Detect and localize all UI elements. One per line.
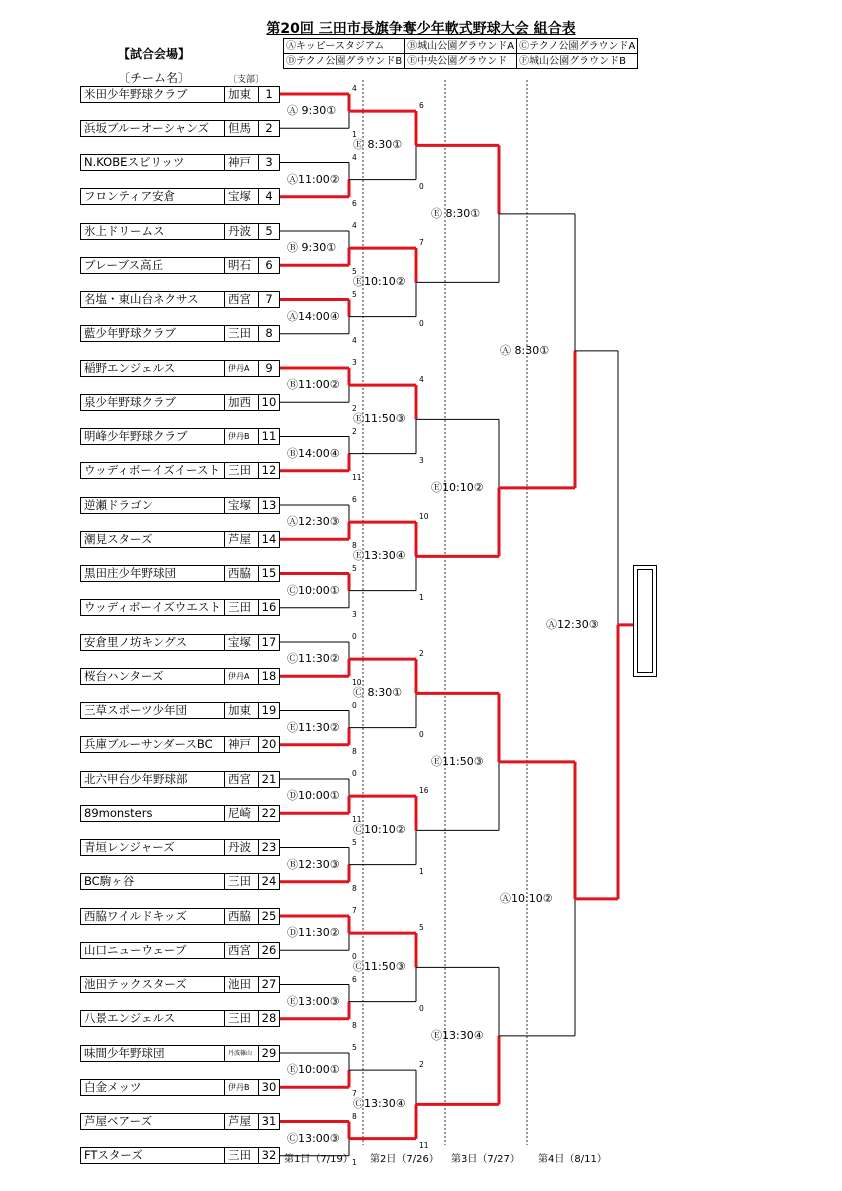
day-label: 第3日（7/27） (451, 1154, 520, 1165)
score: 4 (419, 375, 424, 385)
team-branch: 伊丹A (224, 361, 258, 376)
score: 7 (352, 906, 357, 915)
team-branch: 三田 (224, 1148, 258, 1163)
team-branch: 西宮 (224, 292, 258, 307)
team-row (80, 394, 280, 411)
venue-label: 【試合会場】 (118, 47, 191, 61)
game-label: Ⓐ 9:30① (287, 104, 337, 118)
team-branch: 丹波篠山 (224, 1046, 258, 1061)
team-branch: 三田 (224, 874, 258, 889)
score: 3 (352, 358, 357, 367)
score: 8 (352, 541, 357, 551)
team-name: 明峰少年野球クラブ (84, 429, 188, 443)
team-row (80, 702, 280, 719)
team-branch: 伊丹B (224, 1080, 258, 1095)
branch-column-header: 〔支部〕 (228, 75, 265, 85)
team-branch: 伊丹B (224, 429, 258, 444)
team-name: 氷上ドリームス (84, 223, 165, 238)
team-branch: 西脇 (224, 909, 258, 924)
team-number: 1 (258, 87, 279, 102)
team-number: 5 (258, 224, 279, 239)
score: 11 (419, 1140, 429, 1150)
team-name: 兵庫ブルーサンダースBC (84, 737, 213, 752)
team-branch: 但馬 (224, 121, 258, 136)
team-row (80, 428, 280, 445)
team-row (80, 908, 280, 925)
score: 1 (419, 866, 424, 876)
team-row (80, 976, 280, 993)
team-number: 19 (258, 703, 279, 718)
game-label: Ⓔ13:30④ (431, 1028, 484, 1042)
team-number: 14 (258, 532, 279, 547)
score: 8 (352, 883, 357, 893)
score: 5 (352, 1043, 357, 1052)
game-label: Ⓒ10:10② (353, 823, 406, 837)
team-branch: 尼崎 (224, 806, 258, 821)
team-number: 18 (258, 669, 279, 684)
team-branch: 神戸 (224, 155, 258, 170)
game-label: Ⓔ 8:30① (431, 206, 481, 220)
score: 3 (419, 455, 424, 465)
team-number: 4 (258, 189, 279, 204)
champion-box (633, 565, 657, 677)
game-label: Ⓒ 8:30① (353, 686, 403, 700)
team-row (80, 120, 280, 137)
team-name: 米田少年野球クラブ (84, 86, 188, 101)
team-branch: 西宮 (224, 943, 258, 958)
team-row (80, 565, 280, 582)
team-name: BC駒ヶ谷 (84, 874, 135, 889)
team-name: 白金メッツ (84, 1079, 142, 1094)
team-row (80, 360, 280, 377)
game-label: Ⓔ10:10② (431, 480, 484, 494)
team-row (80, 257, 280, 274)
team-row (80, 497, 280, 514)
venue-cell: Ⓒテクノ公園グラウンドA (517, 39, 638, 54)
team-name: 浜坂ブルーオーシャンズ (84, 120, 210, 135)
score: 0 (352, 632, 357, 641)
team-branch: 加西 (224, 395, 258, 410)
team-row (80, 942, 280, 959)
team-number: 2 (258, 121, 279, 136)
team-number: 21 (258, 772, 279, 787)
score: 2 (352, 426, 357, 436)
day-label: 第4日（8/11） (538, 1154, 607, 1165)
team-number: 31 (258, 1114, 279, 1129)
score: 5 (352, 289, 357, 299)
score: 5 (352, 267, 357, 277)
day-label: 第1日（7/19） (284, 1154, 353, 1165)
score: 0 (352, 769, 357, 778)
team-number: 3 (258, 155, 279, 170)
game-label: Ⓐ 8:30① (500, 343, 550, 357)
game-label: Ⓐ10:10② (500, 891, 553, 905)
score: 2 (419, 649, 424, 659)
score: 6 (419, 101, 424, 111)
team-number: 24 (258, 874, 279, 889)
team-row (80, 325, 280, 342)
score: 5 (419, 923, 424, 933)
team-number: 10 (258, 395, 279, 410)
game-label: Ⓐ12:30③ (546, 617, 599, 631)
team-name: 西脇ワイルドキッズ (84, 908, 187, 923)
team-row (80, 668, 280, 685)
score: 0 (419, 318, 424, 328)
team-name: 味間少年野球団 (84, 1045, 165, 1060)
team-number: 13 (258, 498, 279, 513)
game-label: Ⓒ13:00③ (287, 1131, 340, 1145)
team-name: 泉少年野球クラブ (84, 394, 176, 409)
team-row (80, 154, 280, 171)
team-number: 23 (258, 840, 279, 855)
team-number: 26 (258, 943, 279, 958)
team-branch: 三田 (224, 1011, 258, 1026)
team-row (80, 1079, 280, 1096)
team-branch: 三田 (224, 600, 258, 615)
score: 0 (419, 729, 424, 739)
team-row (80, 805, 280, 822)
team-number: 32 (258, 1148, 279, 1163)
team-number: 9 (258, 361, 279, 376)
team-branch: 加東 (224, 87, 258, 102)
team-number: 12 (258, 463, 279, 478)
team-row (80, 291, 280, 308)
game-label: Ⓑ 9:30① (287, 241, 337, 255)
score: 10 (419, 512, 429, 522)
game-label: Ⓒ11:50③ (353, 960, 406, 974)
score: 6 (352, 198, 357, 208)
score: 3 (352, 609, 357, 619)
team-branch: 宝塚 (224, 498, 258, 513)
score: 7 (352, 1089, 357, 1099)
team-number: 7 (258, 292, 279, 307)
score: 1 (352, 130, 357, 140)
team-name: ウッディボーイズイースト (84, 463, 220, 478)
team-row (80, 736, 280, 753)
game-label: Ⓔ 8:30① (353, 138, 403, 152)
team-branch: 加東 (224, 703, 258, 718)
venue-cell: Ⓕ城山公園グラウンドB (517, 54, 638, 69)
team-number: 27 (258, 977, 279, 992)
team-column-header: 〔チーム名〕 (118, 71, 191, 85)
venue-cell: Ⓐキッピースタジアム (284, 39, 405, 54)
game-label: Ⓓ10:00① (287, 789, 340, 803)
score: 5 (352, 837, 357, 847)
team-name: N.KOBEスピリッツ (84, 155, 185, 169)
team-row (80, 599, 280, 616)
team-name: 北六甲台少年野球部 (84, 771, 188, 786)
team-name: 桜台ハンターズ (84, 668, 164, 683)
team-name: 安倉里ノ坊キングス (84, 634, 188, 649)
team-row (80, 1147, 280, 1164)
game-label: Ⓔ10:00① (287, 1063, 340, 1077)
team-number: 17 (258, 635, 279, 650)
team-number: 20 (258, 737, 279, 752)
champion-box-inner (637, 569, 653, 673)
score: 6 (352, 495, 357, 504)
game-label: Ⓑ11:00② (287, 378, 340, 392)
team-name: FTスターズ (84, 1148, 143, 1163)
team-number: 11 (258, 429, 279, 444)
score: 4 (352, 152, 357, 162)
team-branch: 三田 (224, 463, 258, 478)
game-label: Ⓔ11:50③ (353, 412, 406, 426)
score: 8 (352, 746, 357, 756)
score: 1 (419, 592, 424, 602)
team-name: 藍少年野球クラブ (84, 326, 176, 341)
team-branch: 丹波 (224, 840, 258, 855)
score: 2 (419, 1060, 424, 1070)
team-name: 黒田庄少年野球団 (84, 566, 176, 580)
game-label: Ⓑ12:30③ (287, 857, 340, 871)
score: 10 (352, 678, 362, 688)
team-row (80, 86, 280, 103)
team-number: 22 (258, 806, 279, 821)
game-label: Ⓒ13:30④ (353, 1097, 406, 1111)
game-label: Ⓔ13:30④ (353, 549, 406, 563)
team-number: 15 (258, 566, 279, 581)
score: 11 (352, 472, 362, 482)
team-branch: 西宮 (224, 772, 258, 787)
team-row (80, 188, 280, 205)
team-name: フロンティア安倉 (84, 189, 176, 204)
team-branch: 丹波 (224, 224, 258, 239)
score: 8 (352, 1020, 357, 1030)
team-branch: 芦屋 (224, 532, 258, 547)
team-row (80, 223, 280, 240)
team-branch: 芦屋 (224, 1114, 258, 1129)
team-branch: 三田 (224, 326, 258, 341)
team-row (80, 1045, 280, 1062)
venue-cell: Ⓔ中央公園グラウンド (405, 54, 517, 69)
score: 4 (352, 221, 357, 230)
team-name: 潮見スターズ (84, 531, 153, 546)
team-name: 三草スポーツ少年団 (84, 703, 188, 717)
team-row (80, 873, 280, 890)
game-label: Ⓑ14:00④ (287, 446, 340, 460)
team-name: 逆瀬ドラゴン (84, 497, 153, 512)
score: 5 (352, 563, 357, 573)
team-branch: 池田 (224, 977, 258, 992)
team-row (80, 1113, 280, 1130)
score: 6 (352, 974, 357, 984)
team-number: 28 (258, 1011, 279, 1026)
game-label: Ⓐ12:30③ (287, 515, 340, 529)
score: 16 (419, 786, 429, 796)
game-label: Ⓔ13:00③ (287, 994, 340, 1008)
team-number: 25 (258, 909, 279, 924)
venue-cell: Ⓑ城山公園グラウンドA (405, 39, 517, 54)
team-name: 八景エンジェルス (84, 1011, 176, 1026)
team-branch: 神戸 (224, 737, 258, 752)
team-row (80, 462, 280, 479)
team-number: 16 (258, 600, 279, 615)
team-name: ウッディボーイズウエスト (84, 600, 221, 615)
team-name: 芦屋ベアーズ (84, 1114, 153, 1128)
team-branch: 西脇 (224, 566, 258, 581)
team-name: 山口ニューウェーブ (84, 942, 187, 957)
team-number: 8 (258, 326, 279, 341)
team-branch: 伊丹A (224, 669, 258, 684)
team-row (80, 839, 280, 856)
game-label: Ⓓ11:30② (287, 926, 340, 940)
team-branch: 明石 (224, 258, 258, 273)
score: 7 (419, 238, 424, 248)
team-row (80, 531, 280, 548)
team-name: 青垣レンジャーズ (84, 840, 175, 854)
score: 11 (352, 815, 362, 825)
team-name: 稲野エンジェルス (84, 360, 176, 375)
team-name: 池田テックスターズ (84, 977, 187, 991)
day-label: 第2日（7/26） (370, 1154, 439, 1165)
score: 0 (419, 181, 424, 191)
score: 0 (352, 700, 357, 710)
game-label: Ⓒ11:30② (287, 652, 340, 666)
score: 8 (352, 1111, 357, 1121)
team-branch: 宝塚 (224, 189, 258, 204)
game-label: Ⓔ11:50③ (431, 754, 484, 768)
page-title: 第20回 三田市長旗争奪少年軟式野球大会 組合表 (266, 21, 576, 37)
team-name: 名塩・東山台ネクサス (84, 292, 199, 306)
score: 0 (352, 952, 357, 962)
venue-cell: Ⓓテクノ公園グラウンドB (284, 54, 405, 69)
game-label: Ⓔ10:10② (353, 275, 406, 289)
team-name: 89monsters (84, 805, 153, 820)
game-label: Ⓐ11:00② (287, 172, 340, 186)
score: 0 (419, 1003, 424, 1013)
game-label: Ⓔ11:30② (287, 720, 340, 734)
score: 2 (352, 404, 357, 414)
score: 4 (352, 84, 357, 93)
score: 4 (352, 335, 357, 345)
game-label: Ⓐ14:00④ (287, 309, 340, 323)
team-name: ブレーブス高丘 (84, 257, 164, 272)
team-number: 6 (258, 258, 279, 273)
team-branch: 宝塚 (224, 635, 258, 650)
game-label: Ⓒ10:00① (287, 583, 340, 597)
team-number: 29 (258, 1046, 279, 1061)
score: 1 (352, 1157, 357, 1167)
team-row (80, 634, 280, 651)
team-row (80, 771, 280, 788)
team-row (80, 1010, 280, 1027)
team-number: 30 (258, 1080, 279, 1095)
